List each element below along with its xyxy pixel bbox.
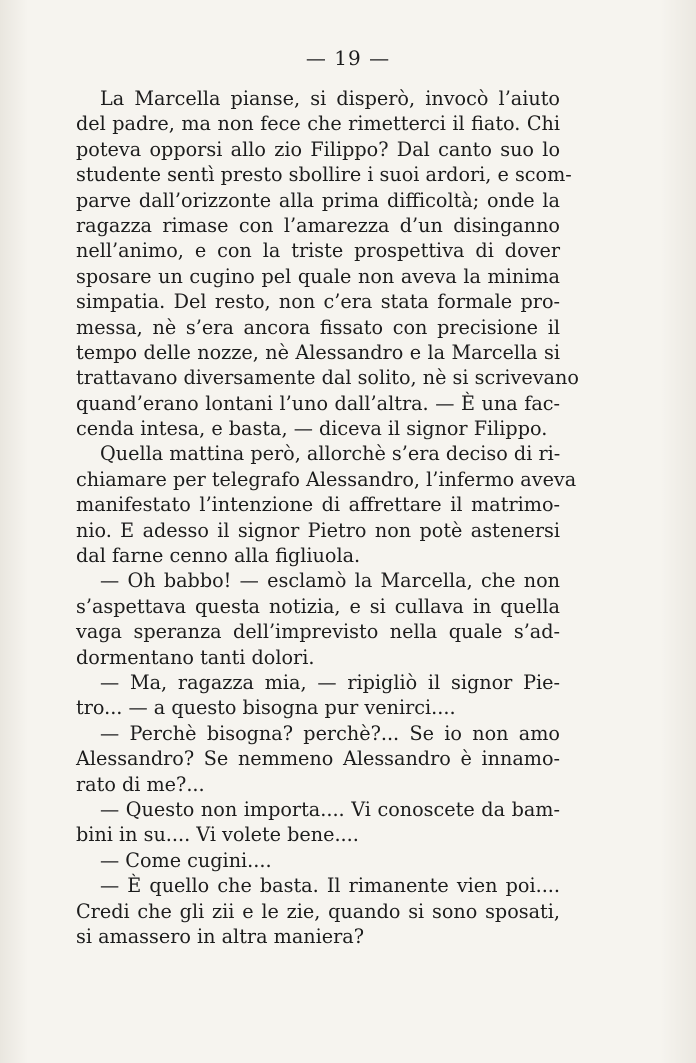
text-line: sposare un cugino pel quale non aveva la minima: [76, 264, 560, 288]
text-line: quand’erano lontani l’uno dall’altra. — È una fac-: [76, 391, 560, 415]
text-line: nio. E adesso il signor Pietro non potè astenersi: [76, 518, 560, 542]
text-line: del padre, ma non fece che rimetterci il fiato. Chi: [76, 112, 560, 136]
text-line: rato di me?...: [76, 772, 205, 796]
text-line: — Oh babbo! — esclamò la Marcella, che non: [100, 569, 560, 593]
text-line: si amassero in altra maniera?: [76, 924, 364, 948]
text-line: — Perchè bisogna? perchè?... Se io non amo: [100, 721, 560, 745]
text-line: La Marcella pianse, si disperò, invocò l’aiuto: [100, 87, 560, 110]
text-line: simpatia. Del resto, non c’era stata formale pro-: [76, 290, 560, 314]
text-line: cenda intesa, e basta, — diceva il signor Filippo.: [76, 417, 548, 441]
text-line: dal farne cenno alla figliuola.: [76, 544, 361, 568]
text-line: manifestato l’intenzione di affrettare il matrimo-: [76, 493, 560, 517]
page-number: — 19 —: [305, 46, 391, 70]
text-line: studente sentì presto sbollire i suoi ardori, e scom-: [76, 163, 572, 187]
text-line: tro... — a questo bisogna pur venirci....: [76, 696, 456, 720]
text-line: ragazza rimase con l’amarezza d’un disinganno: [76, 213, 560, 237]
text-line: chiamare per telegrafo Alessandro, l’infermo aveva: [76, 467, 577, 491]
text-line: messa, nè s’era ancora fissato con precisione il: [76, 315, 560, 339]
page-text: [76, 86, 579, 949]
text-line: parve dall’orizzonte alla prima difficoltà; onde la: [76, 188, 560, 212]
text-line: — Come cugini....: [100, 848, 272, 872]
text-line: dormentano tanti dolori.: [76, 645, 315, 669]
text-line: tempo delle nozze, nè Alessandro e la Marcella si: [76, 340, 560, 364]
text-line: — È quello che basta. Il rimanente vien poi....: [100, 874, 560, 898]
text-line: — Ma, ragazza mia, — ripigliò il signor Pie-: [100, 670, 560, 694]
text-line: s’aspettava questa notizia, e si cullava in quella: [76, 594, 560, 618]
text-line: Alessandro? Se nemmeno Alessandro è innamo-: [76, 747, 560, 771]
text-line: poteva opporsi allo zio Filippo? Dal canto suo lo: [76, 137, 560, 161]
text-line: vaga speranza dell’imprevisto nella quale s’ad-: [76, 620, 560, 644]
text-line: Quella mattina però, allorchè s’era deciso di ri-: [100, 442, 561, 466]
text-line: trattavano diversamente dal solito, nè si scrivevano: [76, 366, 579, 390]
text-line: nell’animo, e con la triste prospettiva di dover: [76, 239, 560, 263]
text-line: — Questo non importa.... Vi conoscete da bam-: [100, 797, 560, 821]
text-line: Credi che gli zii e le zie, quando si sono sposati,: [76, 899, 560, 923]
text-line: bini in su.... Vi volete bene....: [76, 823, 359, 847]
